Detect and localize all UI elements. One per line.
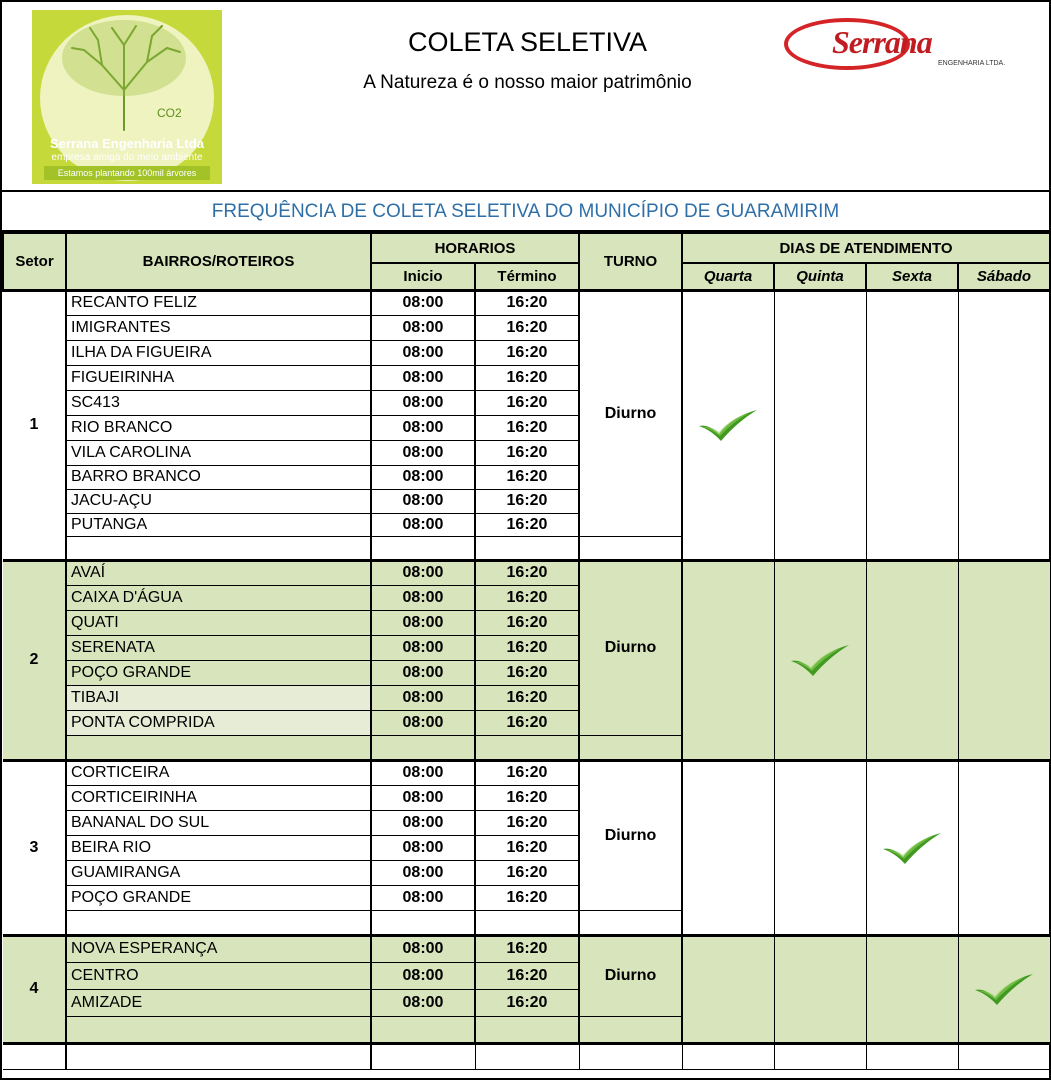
inicio-cell: 08:00 xyxy=(371,962,475,989)
day-cell-sabado xyxy=(958,935,1050,1043)
bairro-cell: AMIZADE xyxy=(66,989,371,1016)
inicio-cell: 08:00 xyxy=(371,760,475,785)
empty-cell xyxy=(66,1043,371,1069)
turno-cell: Diurno xyxy=(579,760,682,910)
bairro-cell: IMIGRANTES xyxy=(66,315,371,340)
inicio-cell xyxy=(371,1016,475,1043)
logo-brand-sub: ENGENHARIA LTDA. xyxy=(938,60,1006,67)
serrana-brand-logo xyxy=(782,16,1032,72)
day-cell-sexta xyxy=(866,560,958,760)
header-bairros: BAIRROS/ROTEIROS xyxy=(66,233,371,290)
inicio-cell: 08:00 xyxy=(371,365,475,390)
termino-cell: 16:20 xyxy=(475,365,579,390)
logo-slogan: Estamos plantando 100mil árvores xyxy=(44,166,210,180)
co2-label: CO2 xyxy=(157,106,182,120)
inicio-cell: 08:00 xyxy=(371,685,475,710)
header-day-quinta: Quinta xyxy=(774,263,866,290)
bairro-cell: CORTICEIRA xyxy=(66,760,371,785)
header-dias: DIAS DE ATENDIMENTO xyxy=(682,233,1050,263)
termino-cell: 16:20 xyxy=(475,560,579,585)
bairro-cell xyxy=(66,1016,371,1043)
termino-cell: 16:20 xyxy=(475,340,579,365)
termino-cell xyxy=(475,910,579,935)
schedule-table xyxy=(2,232,1051,1070)
bairro-cell: PONTA COMPRIDA xyxy=(66,710,371,735)
turno-cell-empty xyxy=(579,1016,682,1043)
logo-brand-word: Serrana xyxy=(832,24,932,60)
termino-cell xyxy=(475,735,579,760)
inicio-cell: 08:00 xyxy=(371,989,475,1016)
bairro-cell: CORTICEIRINHA xyxy=(66,785,371,810)
bairro-cell: PUTANGA xyxy=(66,513,371,536)
inicio-cell: 08:00 xyxy=(371,440,475,465)
bairro-cell: POÇO GRANDE xyxy=(66,660,371,685)
empty-cell xyxy=(866,1043,958,1069)
termino-cell: 16:20 xyxy=(475,290,579,315)
bairro-cell: AVAÍ xyxy=(66,560,371,585)
bairro-cell: CENTRO xyxy=(66,962,371,989)
setor-group-4 xyxy=(3,935,1050,1043)
empty-cell xyxy=(3,1043,66,1069)
termino-cell: 16:20 xyxy=(475,390,579,415)
turno-cell: Diurno xyxy=(579,560,682,735)
termino-cell: 16:20 xyxy=(475,710,579,735)
inicio-cell xyxy=(371,910,475,935)
bairro-cell: BEIRA RIO xyxy=(66,835,371,860)
termino-cell: 16:20 xyxy=(475,635,579,660)
bairro-cell: SERENATA xyxy=(66,635,371,660)
day-cell-sabado xyxy=(958,290,1050,560)
termino-cell: 16:20 xyxy=(475,835,579,860)
table-row xyxy=(3,290,1050,315)
termino-cell: 16:20 xyxy=(475,935,579,962)
termino-cell: 16:20 xyxy=(475,415,579,440)
inicio-cell: 08:00 xyxy=(371,489,475,513)
inicio-cell: 08:00 xyxy=(371,290,475,315)
setor-number: 2 xyxy=(3,560,66,760)
termino-cell xyxy=(475,536,579,560)
bairro-cell: SC413 xyxy=(66,390,371,415)
inicio-cell: 08:00 xyxy=(371,610,475,635)
inicio-cell: 08:00 xyxy=(371,340,475,365)
bairro-cell xyxy=(66,910,371,935)
page-subtitle: A Natureza é o nosso maior patrimônio xyxy=(363,72,692,93)
bairro-cell: BANANAL DO SUL xyxy=(66,810,371,835)
bairro-cell: RIO BRANCO xyxy=(66,415,371,440)
inicio-cell: 08:00 xyxy=(371,513,475,536)
bairro-cell: BARRO BRANCO xyxy=(66,465,371,489)
termino-cell: 16:20 xyxy=(475,660,579,685)
header-day-quarta: Quarta xyxy=(682,263,774,290)
inicio-cell xyxy=(371,735,475,760)
day-cell-quinta xyxy=(774,560,866,760)
bairro-cell: FIGUEIRINHA xyxy=(66,365,371,390)
day-cell-quarta xyxy=(682,935,774,1043)
header-inicio: Inicio xyxy=(371,263,475,290)
table-row xyxy=(3,760,1050,785)
logo-tagline: empresa amiga do meio ambiente xyxy=(51,152,203,163)
day-cell-quinta xyxy=(774,760,866,935)
check-icon xyxy=(881,831,943,865)
day-cell-quinta xyxy=(774,935,866,1043)
empty-cell xyxy=(371,1043,475,1069)
header-horarios: HORARIOS xyxy=(371,233,579,263)
inicio-cell: 08:00 xyxy=(371,560,475,585)
header-turno: TURNO xyxy=(579,233,682,290)
empty-cell xyxy=(774,1043,866,1069)
turno-cell-empty xyxy=(579,735,682,760)
termino-cell: 16:20 xyxy=(475,440,579,465)
setor-group-2 xyxy=(3,560,1050,760)
check-icon xyxy=(789,643,851,677)
inicio-cell: 08:00 xyxy=(371,935,475,962)
inicio-cell: 08:00 xyxy=(371,835,475,860)
turno-cell-empty xyxy=(579,536,682,560)
check-icon xyxy=(973,972,1035,1006)
termino-cell: 16:20 xyxy=(475,860,579,885)
day-cell-sabado xyxy=(958,760,1050,935)
header-day-sexta: Sexta xyxy=(866,263,958,290)
day-cell-sexta xyxy=(866,760,958,935)
bairro-cell: POÇO GRANDE xyxy=(66,885,371,910)
inicio-cell: 08:00 xyxy=(371,860,475,885)
day-cell-quinta xyxy=(774,290,866,560)
empty-cell xyxy=(475,1043,579,1069)
header-termino: Término xyxy=(475,263,579,290)
header xyxy=(2,2,1049,192)
inicio-cell: 08:00 xyxy=(371,585,475,610)
termino-cell: 16:20 xyxy=(475,785,579,810)
bairro-cell: GUAMIRANGA xyxy=(66,860,371,885)
setor-number: 1 xyxy=(3,290,66,560)
inicio-cell: 08:00 xyxy=(371,635,475,660)
inicio-cell: 08:00 xyxy=(371,390,475,415)
empty-cell xyxy=(958,1043,1050,1069)
table-row xyxy=(3,935,1050,962)
header-setor: Setor xyxy=(3,233,66,290)
termino-cell: 16:20 xyxy=(475,610,579,635)
bairro-cell: ILHA DA FIGUEIRA xyxy=(66,340,371,365)
header-day-sabado: Sábado xyxy=(958,263,1050,290)
termino-cell: 16:20 xyxy=(475,760,579,785)
turno-cell: Diurno xyxy=(579,935,682,1016)
termino-cell: 16:20 xyxy=(475,685,579,710)
bairro-cell: NOVA ESPERANÇA xyxy=(66,935,371,962)
trailing-empty-row xyxy=(3,1043,1050,1069)
day-cell-quarta xyxy=(682,560,774,760)
logo-company-name: Serrana Engenharia Ltda xyxy=(50,136,204,151)
setor-group-3 xyxy=(3,760,1050,935)
termino-cell: 16:20 xyxy=(475,962,579,989)
setor-number: 3 xyxy=(3,760,66,935)
bairro-cell: CAIXA D'ÁGUA xyxy=(66,585,371,610)
termino-cell: 16:20 xyxy=(475,513,579,536)
termino-cell: 16:20 xyxy=(475,315,579,340)
day-cell-sexta xyxy=(866,290,958,560)
bairro-cell: RECANTO FELIZ xyxy=(66,290,371,315)
inicio-cell: 08:00 xyxy=(371,785,475,810)
empty-cell xyxy=(579,1043,682,1069)
termino-cell: 16:20 xyxy=(475,810,579,835)
setor-group-1 xyxy=(3,290,1050,560)
bairro-cell: QUATI xyxy=(66,610,371,635)
table-row xyxy=(3,560,1050,585)
bairro-cell: JACU-AÇU xyxy=(66,489,371,513)
termino-cell: 16:20 xyxy=(475,465,579,489)
turno-cell: Diurno xyxy=(579,290,682,536)
termino-cell xyxy=(475,1016,579,1043)
termino-cell: 16:20 xyxy=(475,885,579,910)
termino-cell: 16:20 xyxy=(475,585,579,610)
day-cell-sexta xyxy=(866,935,958,1043)
empty-cell xyxy=(682,1043,774,1069)
inicio-cell: 08:00 xyxy=(371,810,475,835)
bairro-cell xyxy=(66,536,371,560)
inicio-cell: 08:00 xyxy=(371,660,475,685)
day-cell-quarta xyxy=(682,290,774,560)
table-row-empty xyxy=(3,1043,1050,1069)
bairro-cell xyxy=(66,735,371,760)
turno-cell-empty xyxy=(579,910,682,935)
termino-cell: 16:20 xyxy=(475,489,579,513)
day-cell-quarta xyxy=(682,760,774,935)
bairro-cell: TIBAJI xyxy=(66,685,371,710)
check-icon xyxy=(697,408,759,442)
setor-number: 4 xyxy=(3,935,66,1043)
inicio-cell: 08:00 xyxy=(371,315,475,340)
inicio-cell: 08:00 xyxy=(371,710,475,735)
inicio-cell: 08:00 xyxy=(371,885,475,910)
inicio-cell: 08:00 xyxy=(371,415,475,440)
inicio-cell: 08:00 xyxy=(371,465,475,489)
termino-cell: 16:20 xyxy=(475,989,579,1016)
inicio-cell xyxy=(371,536,475,560)
page-title: COLETA SELETIVA xyxy=(407,27,648,57)
section-banner: FREQUÊNCIA DE COLETA SELETIVA DO MUNICÍPIO DE GUARAMIRIM xyxy=(2,194,1049,232)
day-cell-sabado xyxy=(958,560,1050,760)
bairro-cell: VILA CAROLINA xyxy=(66,440,371,465)
